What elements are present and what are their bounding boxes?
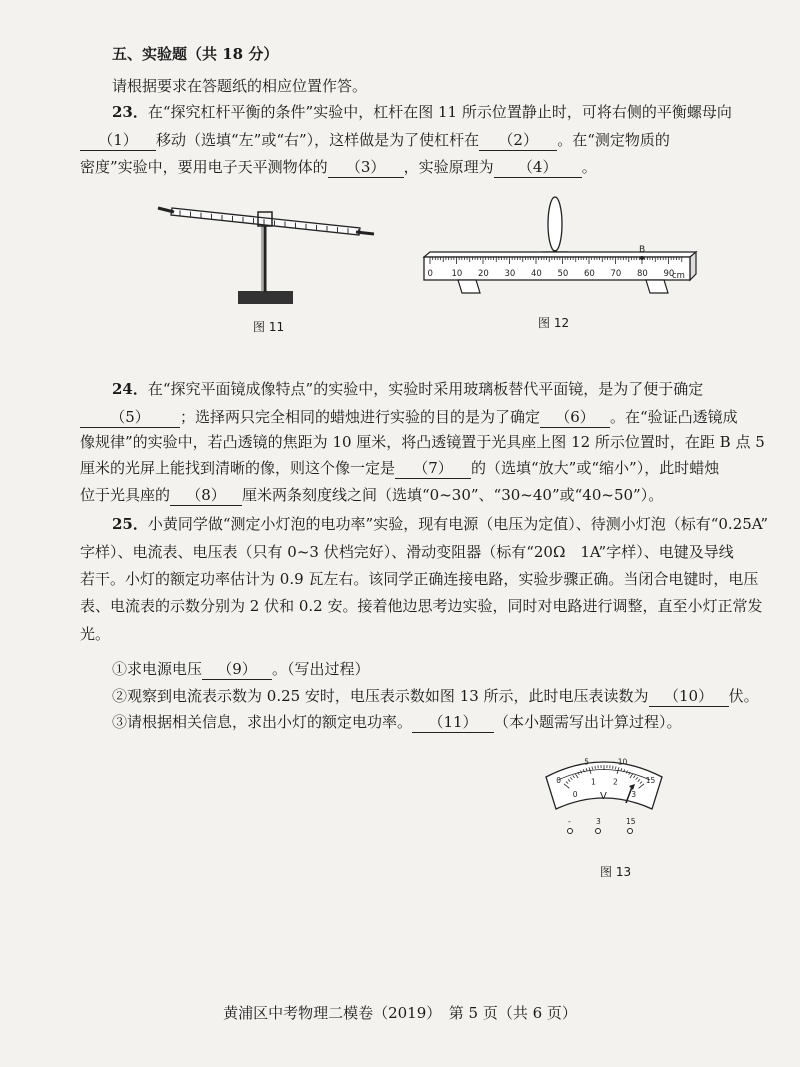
meter-outer-label: 15 [645, 776, 656, 786]
blank-1: （1） [80, 130, 156, 151]
q24-line-4 [80, 458, 719, 479]
q23-text-3a: 密度”实验中，要用电子天平测物体的 [80, 158, 328, 176]
stand-base [238, 291, 293, 304]
scale-label: 20 [478, 269, 489, 279]
terminal-post [628, 829, 633, 834]
q25-sub-3 [112, 712, 682, 733]
blank-3: （3） [328, 157, 404, 178]
q25-sub-2b: 伏。 [728, 687, 759, 705]
q24-text-2b: 。在“验证凸透镜成 [610, 408, 738, 426]
meter-outer-label: 0 [556, 776, 562, 786]
lever-figure [150, 188, 380, 313]
q23-line-2 [80, 130, 670, 151]
scale-label: 70 [610, 269, 622, 279]
blank-7: （7） [395, 458, 471, 479]
bench-foot-left [458, 280, 480, 293]
blank-4: （4） [494, 157, 582, 178]
q24-text-5a: 位于光具座的 [80, 486, 171, 504]
terminal-post [568, 829, 573, 834]
q24-line-1 [112, 379, 703, 399]
q25-number: 25． [112, 515, 148, 533]
blank-6: （6） [540, 407, 610, 428]
section-title: 五、实验题（共 18 分） [112, 45, 279, 63]
q25-sub-3a: ③请根据相关信息，求出小灯的额定电功率。 [112, 713, 413, 731]
convex-lens [548, 197, 562, 251]
q25-sub-1a: ①求电源电压 [112, 660, 203, 678]
scale-label: 80 [637, 269, 648, 279]
terminal-label: - [568, 817, 571, 826]
q25-text-1: 小黄同学做“测定小灯泡的电功率”实验，现有电源（电压为定值）、待测小灯泡（标有“0.25A” [147, 515, 769, 533]
scale-label: 10 [451, 269, 463, 279]
q24-number: 24． [112, 380, 148, 398]
terminal-label: 3 [596, 817, 601, 826]
blank-9: （9） [202, 659, 272, 680]
point-b-label: B [639, 245, 646, 255]
q25-sub-2a: ②观察到电流表示数为 0.25 安时，电压表示数如图 13 所示，此时电压表读数为 [112, 687, 649, 705]
meter-inner-label: 0 [572, 789, 578, 799]
q25-sub-1b: 。（写出过程） [272, 660, 370, 678]
right-balance-nut [356, 232, 374, 234]
scale-unit: cm [672, 271, 685, 281]
q25-sub-2 [112, 686, 759, 707]
meter-tick [595, 766, 596, 769]
q23-text-3b: ，实验原理为 [403, 158, 494, 176]
terminal-post [596, 829, 601, 834]
q24-text-1: 在“探究平面镜成像特点”的实验中，实验时采用玻璃板替代平面镜，是为了便于确定 [147, 380, 704, 398]
meter-tick [613, 766, 614, 769]
meter-outer-label: 10 [617, 757, 628, 767]
scale-label: 90 [663, 269, 675, 279]
scale-label: 40 [531, 269, 542, 279]
q25-sub-3b: （本小题需写出计算过程）。 [494, 713, 682, 731]
q24-line-2 [80, 407, 738, 428]
q23-text-2a: 移动（选填“左”或“右”），这样做是为了使杠杆在 [156, 131, 480, 149]
meter-inner-label: 3 [631, 789, 637, 799]
q23-text-3c: 。 [581, 158, 597, 176]
point-b-marker [640, 256, 644, 260]
q25-line-1 [112, 514, 768, 534]
terminal-label: 15 [626, 817, 636, 826]
scale-label: 0 [427, 269, 433, 279]
q24-text-5b: 厘米两条刻度线之间（选填“0~30”、“30~40”或“40~50”）。 [242, 486, 664, 504]
fig11-caption: 图 11 [253, 320, 285, 334]
blank-2: （2） [479, 130, 557, 151]
page-footer: 黄浦区中考物理二模卷（2019） 第 5 页（共 6 页） [223, 1004, 577, 1022]
blank-8: （8） [170, 485, 242, 506]
scale-label: 50 [557, 269, 569, 279]
q24-text-4a: 厘米的光屏上能找到清晰的像，则这个像一定是 [80, 459, 396, 477]
q23-text-2b: 。在“测定物质的 [557, 131, 670, 149]
scale-label: 30 [504, 269, 516, 279]
blank-5: （5） [80, 407, 180, 428]
bench-top [424, 252, 696, 257]
q24-text-2a: ；选择两只完全相同的蜡烛进行实验的目的是为了确定 [180, 408, 541, 426]
q25-line-2: 字样）、电流表、电压表（只有 0~3 伏档完好）、滑动变阻器（标有“20Ω 1A”字样）、电键及导线 [80, 543, 734, 561]
meter-inner-label: 2 [612, 777, 618, 787]
q24-line-5 [80, 485, 663, 506]
fig13-caption: 图 13 [600, 865, 632, 879]
meter-inner-label: 1 [591, 777, 596, 787]
q25-line-3: 若干。小灯的额定功率估计为 0.9 瓦左右。该同学正确连接电路，实验步骤正确。当闭合电键时，电压 [80, 570, 759, 588]
q23-line-1 [112, 102, 732, 122]
q24-line-3: 像规律”的实验中，若凸透镜的焦距为 10 厘米，将凸透镜置于光具座上图 12 所示位置时，在距 B 点 5 [80, 433, 765, 451]
fig12-caption: 图 12 [538, 316, 570, 330]
voltmeter-figure [540, 753, 670, 838]
q23-text-1: 在“探究杠杆平衡的条件”实验中，杠杆在图 11 所示位置静止时，可将右侧的平衡螺母向 [147, 103, 732, 121]
blank-10: （10） [649, 686, 729, 707]
q25-line-5: 光。 [80, 625, 111, 643]
q25-sub-1 [112, 659, 370, 680]
q23-number: 23． [112, 103, 148, 121]
blank-11: （11） [412, 712, 494, 733]
q25-line-4: 表、电流表的示数分别为 2 伏和 0.2 安。接着他边思考边实验，同时对电路进行调整，直至小灯正常发 [80, 597, 763, 615]
voltmeter-symbol: V [600, 791, 607, 802]
meter-outer-label: 5 [584, 757, 590, 767]
scale-label: 60 [584, 269, 595, 279]
q23-line-3 [80, 157, 597, 178]
section-instruction: 请根据要求在答题纸的相应位置作答。 [112, 77, 368, 95]
optical-bench-figure [410, 192, 705, 307]
q24-text-4b: 的（选填“放大”或“缩小”），此时蜡烛 [471, 459, 720, 477]
bench-foot-right [646, 280, 668, 293]
